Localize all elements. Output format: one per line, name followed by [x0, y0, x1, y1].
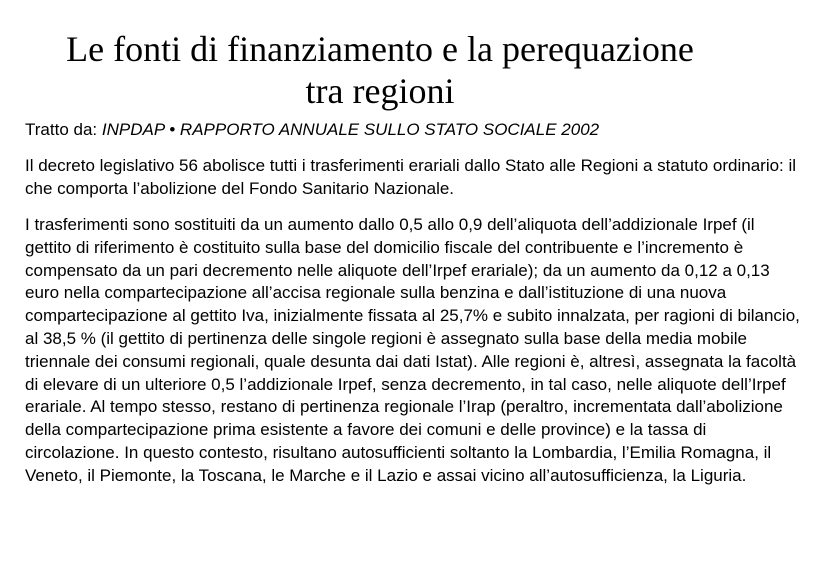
page-title: [0, 28, 760, 112]
title-line-2: tra regioni: [305, 71, 455, 111]
source-label: Tratto da:: [25, 120, 98, 139]
title-line-1: Le fonti di finanziamento e la perequazione: [66, 29, 694, 69]
paragraph-1: Il decreto legislativo 56 abolisce tutti i trasferimenti erariali dallo Stato alle Regioni a statuto ordinario: il che comporta l’abolizione del Fondo Sanitario Nazionale.: [25, 156, 797, 198]
source-text: INPDAP • RAPPORTO ANNUALE SULLO STATO SOCIALE 2002: [101, 120, 600, 139]
paragraph-2: I trasferimenti sono sostituiti da un aumento dallo 0,5 allo 0,9 dell’aliquota dell’addizionale Irpef (il gettito di riferimento è costituito sulla base del domicilio fiscale del contribuente e l’incremento è compensato da un pari decremento nelle aliquote dell’Irpef erariale); da un aumento da 0,12 a 0,13 euro nella compartecipazione all’accisa regionale sulla benzina e dall’istituzione di una nuova compartecipazione al gettito Iva, inizialmente fissata al 25,7% e subito innalzata, per ragioni di bilancio, al 38,5 % (il gettito di pertinenza delle singole regioni è assegnato sulla base della media mobile triennale dei consumi regionali, quale desunta dai dati Istat). Alle regioni è, altresì, assegnata la facoltà di elevare di un ulteriore 0,5 l’addizionale Irpef, senza decremento, in tal caso, nelle aliquote dell’Irpef erariale. Al tempo stesso, restano di pertinenza regionale l’Irap (peraltro, incrementata dall’abolizione della compartecipazione prima esistente a favore dei comuni e delle province) e la tassa di circolazione. In questo contesto, risultano autosufficienti soltanto la Lombardia, l’Emilia Romagna, il Veneto, il Piemonte, la Toscana, le Marche e il Lazio e assai vicino all’autosufficienza, la Liguria.: [25, 215, 800, 485]
source-citation: [25, 119, 825, 141]
